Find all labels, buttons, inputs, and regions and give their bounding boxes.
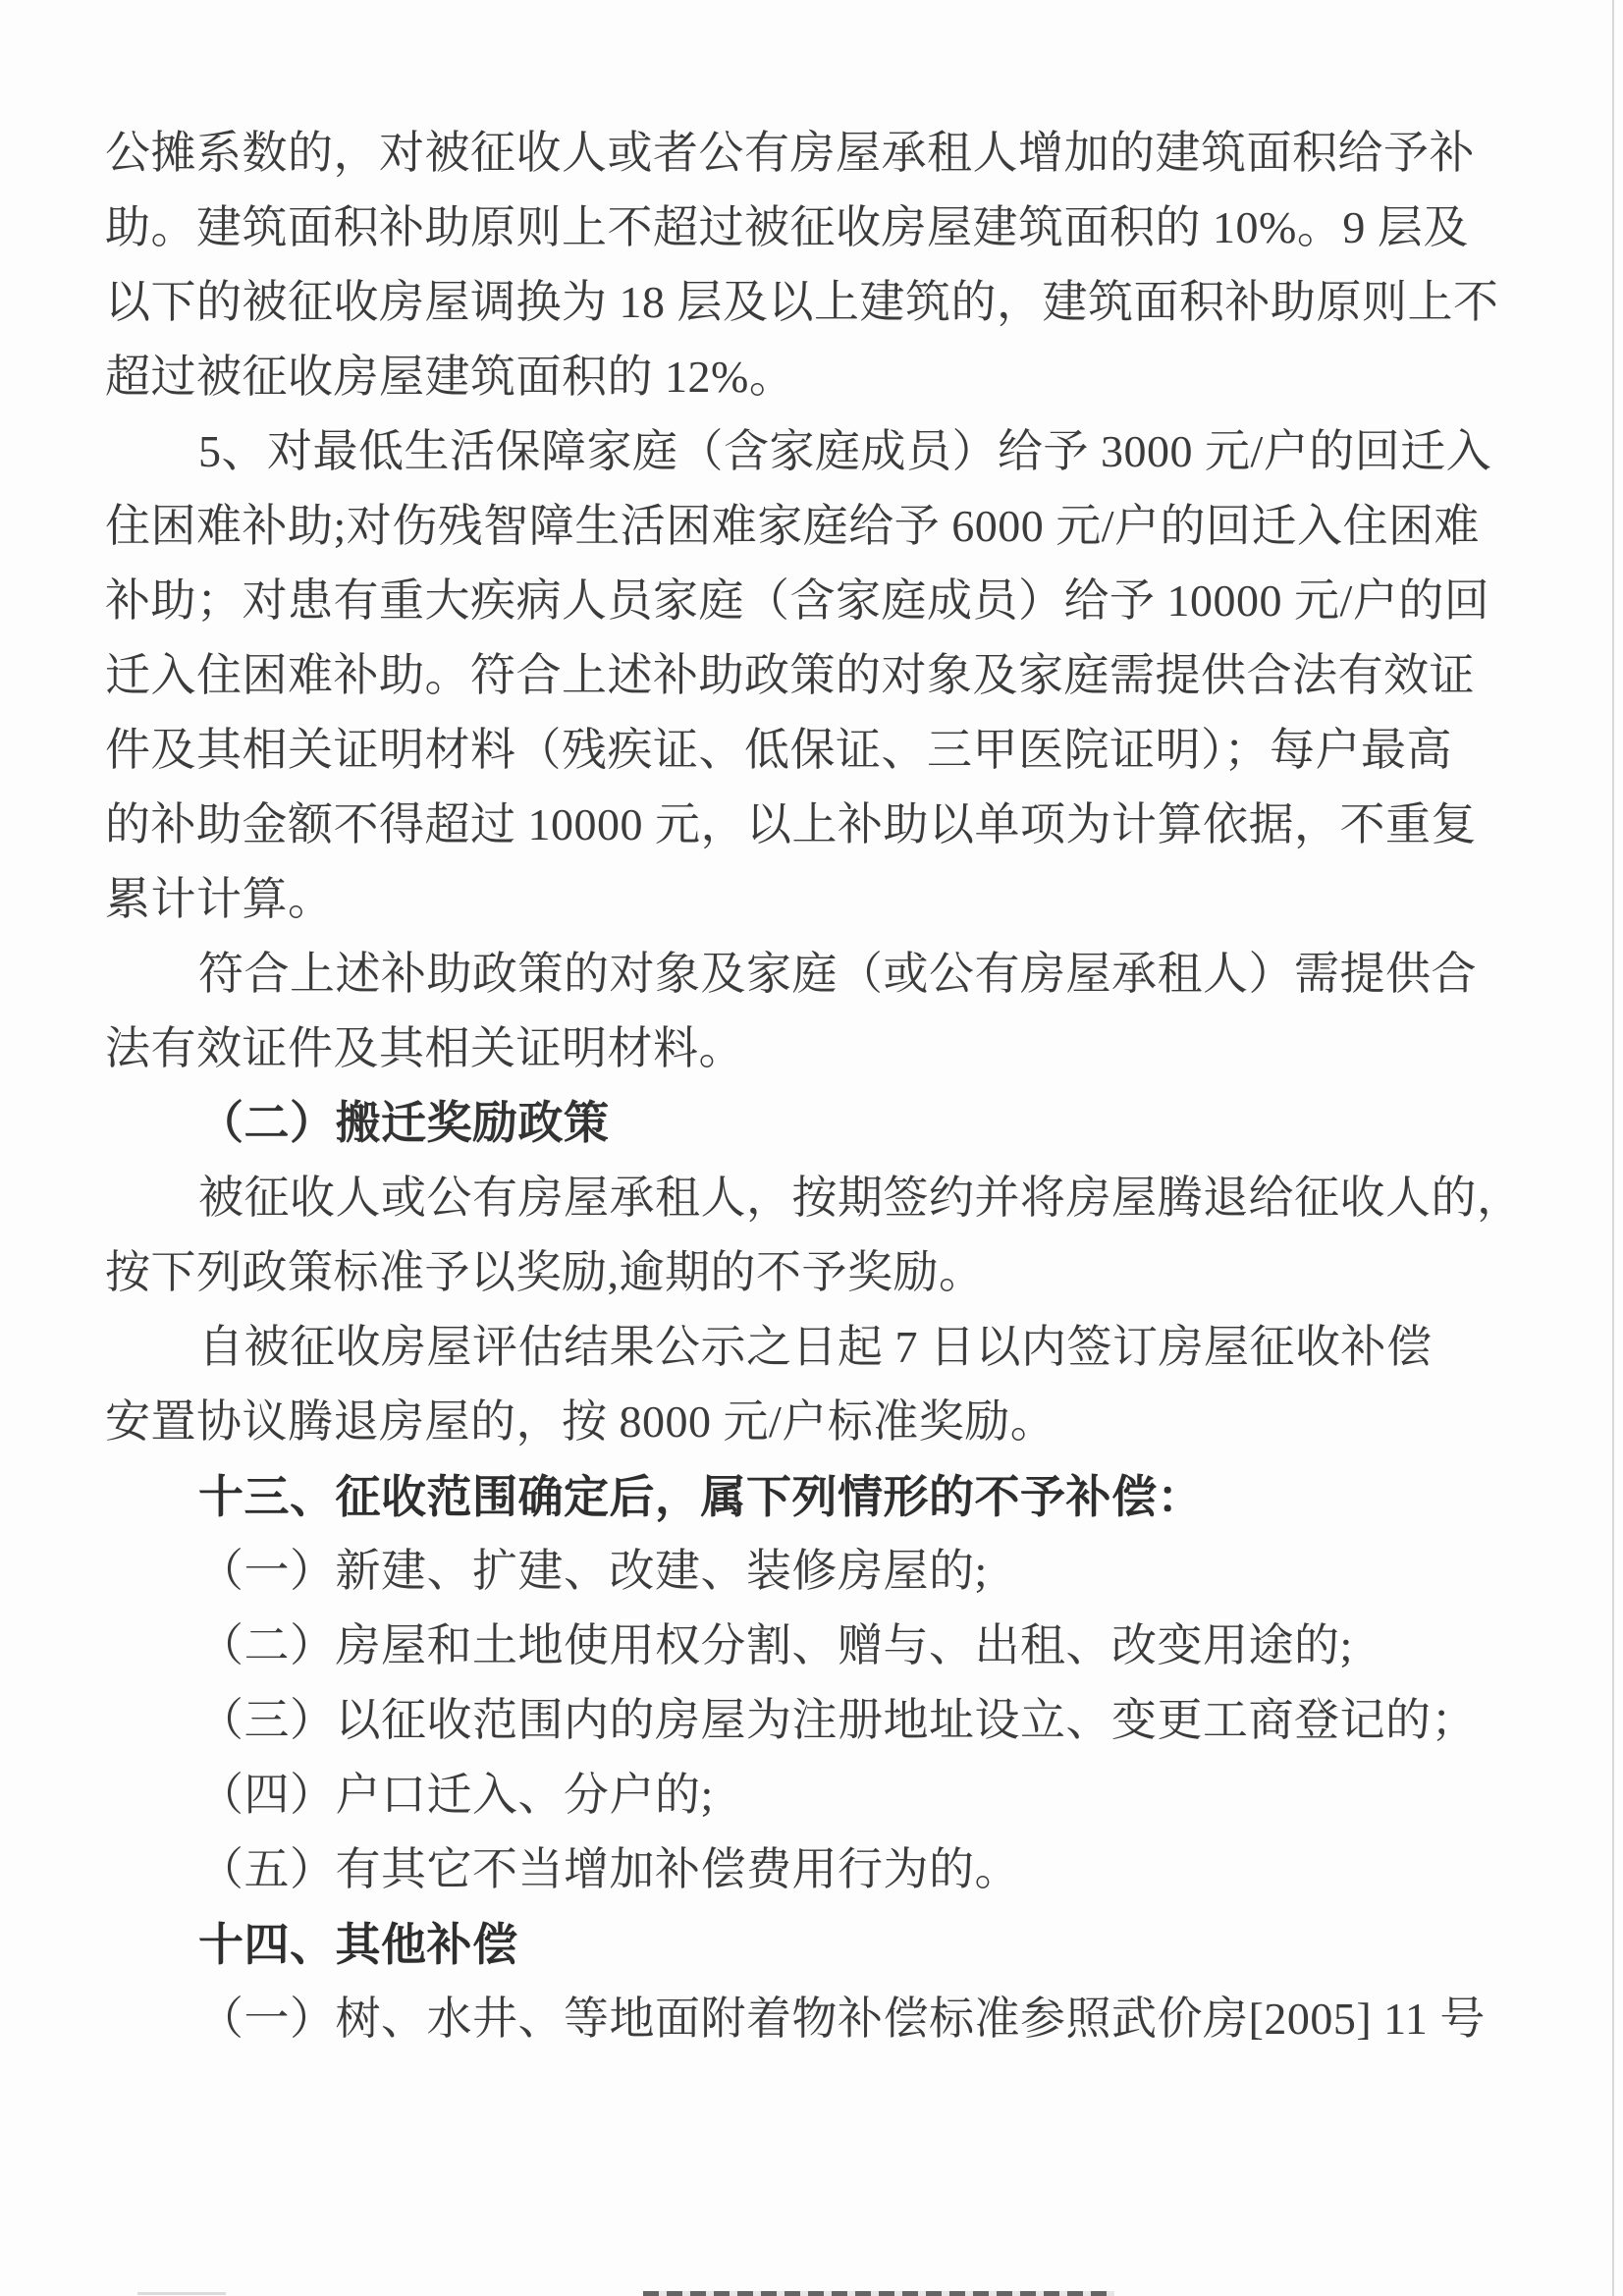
text-line: （五）有其它不当增加补偿费用行为的。: [198, 1844, 1020, 1894]
text-line: 累计计算。: [105, 874, 334, 924]
text-line: 以下的被征收房屋调换为 18 层及以上建筑的，建筑面积补助原则上不: [105, 277, 1499, 327]
text-line: 的补助金额不得超过 10000 元，以上补助以单项为计算依据，不重复: [105, 799, 1477, 849]
text-line: （二）搬迁奖励政策: [198, 1098, 610, 1148]
text-line: 件及其相关证明材料（残疾证、低保证、三甲医院证明）；每户最高: [105, 725, 1452, 775]
text-line: 补助；对患有重大疾病人员家庭（含家庭成员）给予 10000 元/户的回: [105, 575, 1490, 626]
text-line: 迁入住困难补助。符合上述补助政策的对象及家庭需提供合法有效证: [105, 650, 1475, 700]
text-line: 超过被征收房屋建筑面积的 12%。: [105, 352, 795, 402]
text-line: 助。建筑面积补助原则上不超过被征收房屋建筑面积的 10%。9 层及: [105, 202, 1469, 252]
text-line: 符合上述补助政策的对象及家庭（或公有房屋承租人）需提供合: [198, 949, 1477, 999]
text-line: （四）户口迁入、分户的;: [198, 1770, 714, 1820]
text-line: （二）房屋和土地使用权分割、赠与、出租、改变用途的;: [198, 1620, 1353, 1670]
text-line: 公摊系数的，对被征收人或者公有房屋承租人增加的建筑面积给予补: [105, 128, 1475, 178]
text-line: （三）以征收范围内的房屋为注册地址设立、变更工商登记的；: [198, 1695, 1477, 1745]
scan-artifact-bottom-left-smudge: [137, 2292, 226, 2295]
document-text-block: [105, 116, 1523, 2056]
text-line: 十三、征收范围确定后，属下列情形的不予补偿：: [198, 1471, 1203, 1522]
text-line: 住困难补助;对伤残智障生活困难家庭给予 6000 元/户的回迁入住困难: [105, 501, 1481, 551]
text-line: 十四、其他补偿: [198, 1919, 518, 1970]
text-line: 被征收人或公有房屋承租人，按期签约并将房屋腾退给征收人的，: [198, 1173, 1523, 1223]
scan-artifact-bottom-edge-smudge: [643, 2291, 1114, 2296]
text-line: 法有效证件及其相关证明材料。: [105, 1023, 744, 1073]
text-line: （一）树、水井、等地面附着物补偿标准参照武价房[2005] 11 号: [198, 1994, 1486, 2044]
scan-artifact-right-edge-line: [1612, 0, 1614, 2296]
text-line: 5、对最低生活保障家庭（含家庭成员）给予 3000 元/户的回迁入: [198, 426, 1492, 476]
text-line: （一）新建、扩建、改建、装修房屋的;: [198, 1546, 988, 1596]
text-line: 按下列政策标准予以奖励,逾期的不予奖励。: [105, 1247, 985, 1297]
text-line: 自被征收房屋评估结果公示之日起 7 日以内签订房屋征收补偿: [198, 1322, 1433, 1372]
text-line: 安置协议腾退房屋的，按 8000 元/户标准奖励。: [105, 1396, 1056, 1447]
